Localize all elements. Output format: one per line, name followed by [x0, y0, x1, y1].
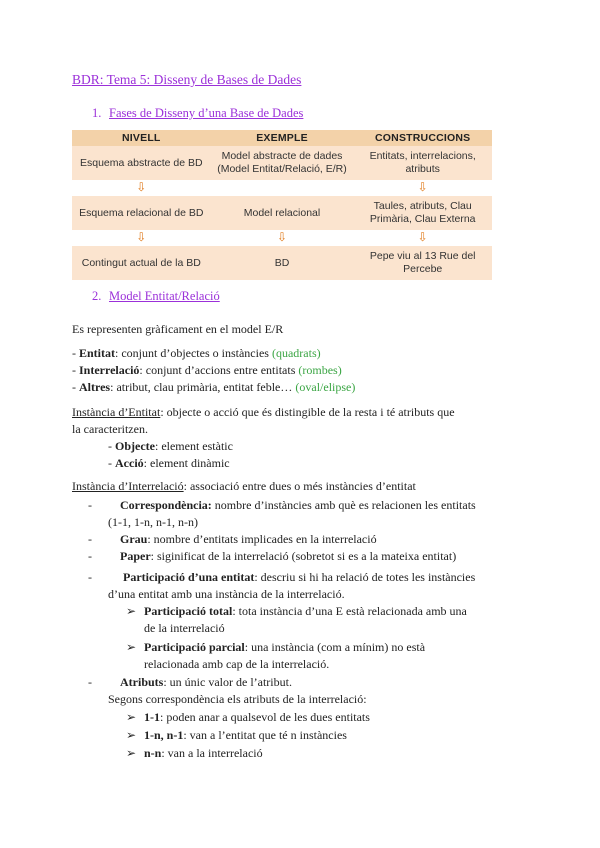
element-desc: : atribut, clau primària, entitat feble…: [110, 380, 296, 394]
element-term: Interrelació: [79, 363, 140, 377]
element-desc: : conjunt d’objectes o instàncies: [115, 346, 272, 360]
sub-item: [108, 438, 233, 455]
dash-bullet: -: [72, 363, 76, 377]
element-term: Entitat: [79, 346, 115, 360]
sub-item-term: Acció: [115, 456, 144, 470]
interrelacio-item-grau: [88, 531, 377, 548]
section-2-heading: [92, 289, 220, 304]
interrelacio-item-correspondencia: [88, 497, 476, 514]
item-desc-cont: d’una entitat amb una instància de la interrelació.: [108, 587, 345, 601]
instancia-entitat-desc-cont: la caracteritzen.: [72, 422, 148, 436]
sub-item-desc-cont: de la interrelació: [144, 621, 225, 635]
table-cell: Esquema relacional de BD: [72, 196, 211, 230]
participacio-sub-item: [126, 603, 467, 620]
table-header-construccions: CONSTRUCCIONS: [353, 130, 492, 146]
element-item: [72, 379, 355, 396]
element-item: [72, 362, 342, 379]
atributs-sub-item: [126, 745, 263, 762]
table-header-nivell: NIVELL: [72, 130, 211, 146]
sub-item-desc: : tota instància d’una E està relacionada amb una: [232, 604, 467, 618]
item-term: Correspondència:: [120, 498, 212, 512]
sub-item-desc: : element dinàmic: [143, 456, 230, 470]
table-arrow-row: [72, 180, 492, 196]
sub-item-desc: : van a la interrelació: [161, 746, 263, 760]
section-2-title: Model Entitat/Relació: [109, 289, 220, 303]
table-cell: Pepe viu al 13 Rue del Percebe: [353, 246, 492, 280]
sub-item-term: 1-n, n-1: [144, 728, 184, 742]
atributs-sub-item: [126, 727, 347, 744]
item-term: Grau: [120, 532, 148, 546]
interrelacio-item-atributs: [88, 674, 292, 691]
table-cell: Model abstracte de dades (Model Entitat/Relació, E/R): [211, 146, 354, 180]
instancia-entitat-desc: : objecte o acció que és distingible de la resta i té atributs que: [160, 405, 455, 419]
intro-text: Es representen gràficament en el model E/R: [72, 322, 284, 336]
sub-item-desc: : una instància (com a mínim) no està: [244, 640, 426, 654]
item-desc: : descriu si hi ha relació de totes les instàncies: [254, 570, 476, 584]
dash-bullet: -: [88, 675, 92, 689]
arrow-bullet-icon: ➢: [126, 710, 137, 724]
table-cell: BD: [211, 246, 354, 280]
dash-bullet: -: [72, 346, 76, 360]
sub-item-desc: : poden anar a qualsevol de les dues entitats: [160, 710, 370, 724]
down-arrow-icon: ⇩: [276, 230, 288, 244]
table-row: [72, 246, 492, 280]
instancia-entitat-term: Instància d’Entitat: [72, 405, 161, 419]
dash-bullet: -: [108, 439, 112, 453]
dash-bullet: -: [88, 549, 92, 563]
sub-item-term: 1-1: [144, 710, 160, 724]
item-desc-cont: Segons correspondència els atributs de la interrelació:: [108, 692, 367, 706]
dash-bullet: -: [72, 380, 76, 394]
table-cell: Model relacional: [211, 196, 354, 230]
down-arrow-icon: ⇩: [417, 180, 428, 194]
item-term: Paper: [120, 549, 151, 563]
table-cell: Taules, atributs, Clau Primària, Clau Externa: [353, 196, 492, 230]
item-desc: : nombre d’entitats implicades en la interrelació: [147, 532, 377, 546]
dash-bullet: -: [108, 456, 112, 470]
item-term: Participació d’una entitat: [123, 570, 255, 584]
item-desc: nombre d’instàncies amb què es relacionen les entitats: [211, 498, 476, 512]
table-cell: Entitats, interrelacions, atributs: [353, 146, 492, 180]
item-desc: : un únic valor de l’atribut.: [163, 675, 292, 689]
sub-item-term: Participació total: [144, 604, 233, 618]
element-shape: (rombes): [298, 363, 342, 377]
levels-table: [72, 130, 492, 280]
arrow-bullet-icon: ➢: [126, 604, 137, 618]
instancia-interrelacio-definition: [72, 478, 416, 495]
interrelacio-item-participacio: [88, 569, 475, 586]
section-1-heading: [92, 106, 303, 121]
sub-item-term: n-n: [144, 746, 162, 760]
item-desc: : siginificat de la interrelació (sobretot si es a la mateixa entitat): [150, 549, 457, 563]
element-term: Altres: [79, 380, 111, 394]
interrelacio-item-paper: [88, 548, 456, 565]
element-shape: (oval/elipse): [295, 380, 356, 394]
element-item: [72, 345, 321, 362]
section-1-title: Fases de Disseny d’una Base de Dades: [109, 106, 304, 120]
dash-bullet: -: [88, 498, 92, 512]
dash-bullet: -: [88, 532, 92, 546]
sub-item-desc: : van a l’entitat que té n instàncies: [183, 728, 347, 742]
section-1-number: 1.: [92, 106, 102, 120]
table-arrow-row: [72, 230, 492, 246]
down-arrow-icon: ⇩: [417, 230, 428, 244]
down-arrow-icon: ⇩: [136, 180, 147, 194]
arrow-bullet-icon: ➢: [126, 746, 137, 760]
document-title: BDR: Tema 5: Disseny de Bases de Dades: [72, 72, 302, 87]
table-cell: Contingut actual de la BD: [72, 246, 211, 280]
item-desc-cont: (1-1, 1-n, n-1, n-n): [108, 515, 198, 529]
item-term: Atributs: [120, 675, 164, 689]
sub-item-term: Participació parcial: [144, 640, 245, 654]
sub-item: [108, 455, 230, 472]
sub-item-desc: : element estàtic: [154, 439, 233, 453]
instancia-interrelacio-term: Instància d’Interrelació: [72, 479, 184, 493]
table-row: [72, 196, 492, 230]
table-header-exemple: EXEMPLE: [211, 130, 354, 146]
table-row: [72, 146, 492, 180]
instancia-interrelacio-desc: : associació entre dues o més instàncies d’entitat: [183, 479, 416, 493]
table-cell: Esquema abstracte de BD: [72, 146, 211, 180]
instancia-entitat-definition: [72, 404, 455, 421]
atributs-sub-item: [126, 709, 370, 726]
element-desc: : conjunt d’accions entre entitats: [139, 363, 299, 377]
element-shape: (quadrats): [271, 346, 321, 360]
arrow-bullet-icon: ➢: [126, 640, 137, 654]
sub-item-term: Objecte: [115, 439, 155, 453]
down-arrow-icon: ⇩: [136, 230, 147, 244]
dash-bullet: -: [88, 570, 92, 584]
section-2-number: 2.: [92, 289, 102, 303]
participacio-sub-item: [126, 639, 425, 656]
sub-item-desc-cont: relacionada amb cap de la interrelació.: [144, 657, 330, 671]
arrow-bullet-icon: ➢: [126, 728, 137, 742]
